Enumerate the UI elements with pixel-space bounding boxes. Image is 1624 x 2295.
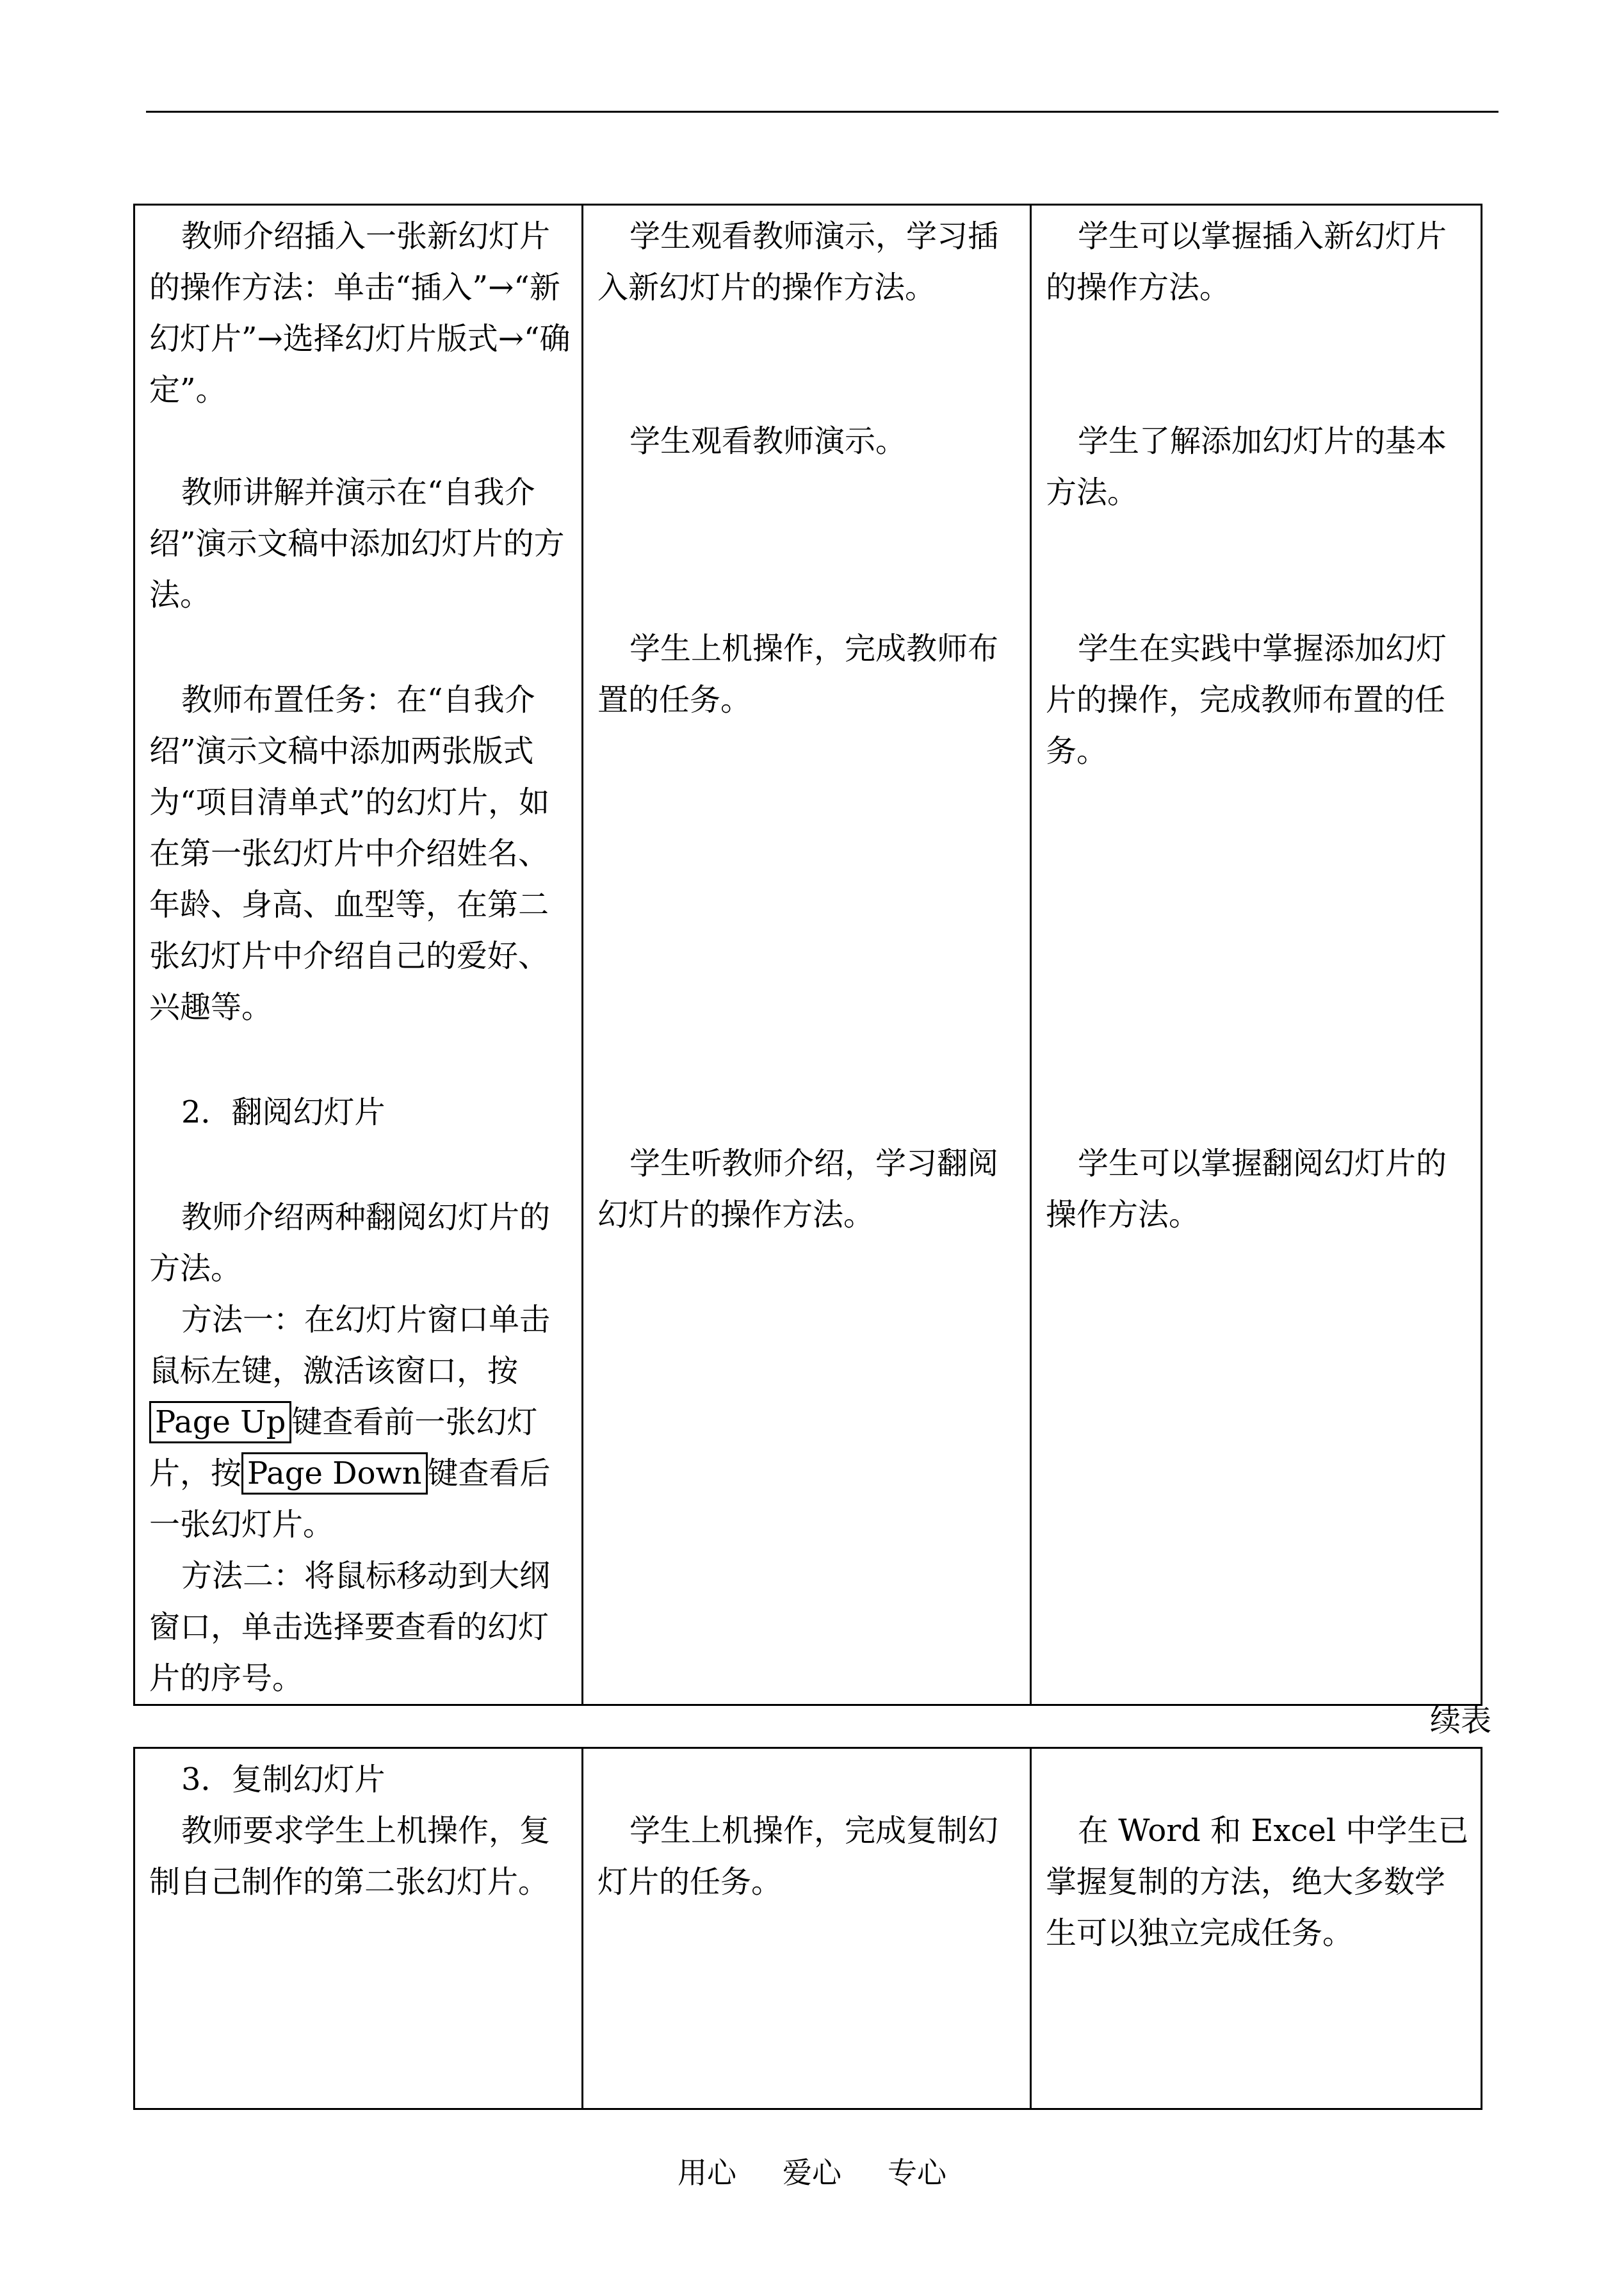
lesson-table-1	[133, 204, 1482, 1706]
section-heading-browse: 2．翻阅幻灯片	[181, 1094, 386, 1130]
method-one-text: 方法一：在幻灯片窗口单击鼠标左键，激活该窗口，按	[149, 1302, 551, 1389]
design-intent-cell-2	[1031, 1748, 1482, 2109]
footer-word-1: 用心	[678, 2155, 736, 2190]
footer-word-2: 爱心	[783, 2155, 841, 2190]
intent-copy: 在 Word 和 Excel 中学生已掌握复制的方法，绝大多数学生可以独立完成任务。	[1046, 1813, 1469, 1951]
student-step-insert: 学生观看教师演示，学习插入新幻灯片的操作方法。	[597, 218, 999, 305]
method-one	[149, 1294, 575, 1550]
student-activity-cell-2	[583, 1748, 1031, 2109]
method-two: 方法二：将鼠标移动到大纲窗口，单击选择要查看的幻灯片的序号。	[149, 1558, 551, 1696]
teacher-step-browse: 教师介绍两种翻阅幻灯片的方法。	[149, 1199, 551, 1286]
intent-task: 学生在实践中掌握添加幻灯片的操作，完成教师布置的任务。	[1046, 631, 1447, 769]
section-heading-copy: 3．复制幻灯片	[181, 1762, 386, 1797]
student-step-demo: 学生观看教师演示。	[629, 423, 907, 459]
method-one-text-2: 键查看前一张幻灯片，按	[149, 1404, 538, 1491]
student-step-task: 学生上机操作，完成教师布置的任务。	[597, 631, 999, 718]
method-one-text-3: 键查看后一张幻灯片。	[149, 1456, 551, 1543]
intent-demo: 学生了解添加幻灯片的基本方法。	[1046, 423, 1447, 510]
design-intent-cell	[1031, 205, 1482, 1705]
teacher-step-copy: 教师要求学生上机操作，复制自己制作的第二张幻灯片。	[149, 1813, 551, 1900]
continued-label: 续表	[1429, 1703, 1491, 1739]
header-rule	[146, 111, 1498, 113]
intent-insert: 学生可以掌握插入新幻灯片的操作方法。	[1046, 218, 1447, 305]
footer-word-3: 专心	[888, 2155, 946, 2190]
teacher-step-task: 教师布置任务：在“自我介绍”演示文稿中添加两张版式为“项目清单式”的幻灯片，如在第一张幻灯片中介绍姓名、年龄、身高、血型等，在第二张幻灯片中介绍自己的爱好、兴趣等。	[149, 682, 550, 1025]
page-up-key: Page Up	[149, 1401, 291, 1443]
lesson-table-2	[133, 1747, 1482, 2110]
intent-browse: 学生可以掌握翻阅幻灯片的操作方法。	[1046, 1146, 1447, 1233]
teacher-step-demo: 教师讲解并演示在“自我介绍”演示文稿中添加幻灯片的方法。	[149, 474, 565, 613]
student-step-copy: 学生上机操作，完成复制幻灯片的任务。	[597, 1813, 999, 1900]
page-down-key: Page Down	[241, 1452, 428, 1495]
student-activity-cell	[583, 205, 1031, 1705]
student-step-browse: 学生听教师介绍，学习翻阅幻灯片的操作方法。	[597, 1146, 999, 1233]
teacher-activity-cell-2	[134, 1748, 583, 2109]
teacher-step-insert: 教师介绍插入一张新幻灯片的操作方法：单击“插入”→“新幻灯片”→选择幻灯片版式→“确定”。	[149, 218, 571, 408]
teacher-activity-cell	[134, 205, 583, 1705]
page-footer	[0, 2150, 1624, 2195]
